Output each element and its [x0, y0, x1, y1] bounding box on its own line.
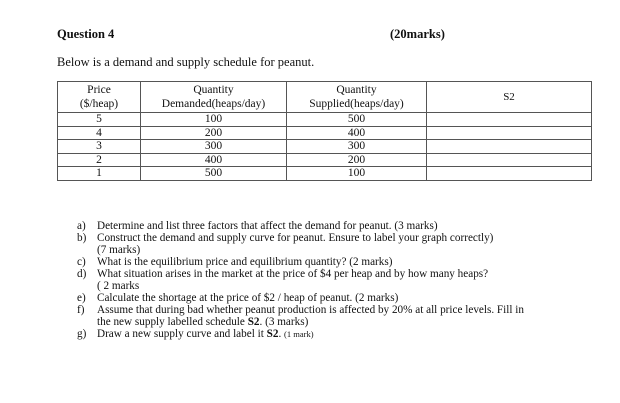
table-row	[58, 113, 592, 127]
table-header-row	[58, 82, 592, 113]
table-row	[58, 126, 592, 140]
item-text: Draw a new supply curve and label it S2. (1 mark)	[97, 328, 314, 340]
table-row	[58, 153, 592, 167]
list-item	[77, 220, 524, 232]
cell-s2[interactable]	[427, 167, 592, 181]
item-letter: e)	[77, 292, 86, 304]
header-price: Price ($/heap)	[58, 82, 141, 113]
item-letter: d)	[77, 268, 87, 280]
item-text: What is the equilibrium price and equilibrium quantity? (2 marks)	[97, 256, 393, 268]
question-marks: (20marks)	[390, 27, 445, 41]
cell-supplied: 100	[287, 167, 427, 181]
item-letter: f)	[77, 304, 85, 316]
item-letter: b)	[77, 232, 87, 244]
item-letter: a)	[77, 220, 86, 232]
list-item	[77, 292, 524, 304]
list-item	[77, 256, 524, 268]
item-letter: g)	[77, 328, 87, 340]
cell-price: 5	[58, 113, 141, 127]
cell-s2[interactable]	[427, 126, 592, 140]
item-text: Assume that during bad whether peanut production is affected by 20% at all price levels. Fill in	[97, 304, 524, 316]
header-s2: S2	[427, 82, 592, 113]
cell-s2[interactable]	[427, 140, 592, 154]
cell-supplied: 200	[287, 153, 427, 167]
header-quantity-supplied: Quantity Supplied(heaps/day)	[287, 82, 427, 113]
item-text-continued: (7 marks)	[97, 244, 141, 256]
cell-price: 2	[58, 153, 141, 167]
cell-supplied: 300	[287, 140, 427, 154]
intro-text: Below is a demand and supply schedule for peanut.	[57, 55, 315, 69]
cell-demanded: 100	[141, 113, 287, 127]
cell-price: 1	[58, 167, 141, 181]
list-item	[77, 328, 524, 340]
cell-price: 4	[58, 126, 141, 140]
question-list	[77, 220, 524, 340]
header-quantity-demanded: Quantity Demanded(heaps/day)	[141, 82, 287, 113]
cell-supplied: 400	[287, 126, 427, 140]
item-letter: c)	[77, 256, 86, 268]
cell-demanded: 200	[141, 126, 287, 140]
item-text: Determine and list three factors that affect the demand for peanut. (3 marks)	[97, 220, 438, 232]
list-item	[77, 304, 524, 328]
item-text: What situation arises in the market at the price of $4 per heap and by how many heaps?	[97, 268, 489, 280]
item-text-continued: the new supply labelled schedule S2. (3 marks)	[97, 316, 309, 328]
list-item	[77, 268, 524, 292]
cell-price: 3	[58, 140, 141, 154]
cell-s2[interactable]	[427, 113, 592, 127]
item-text-continued: ( 2 marks	[97, 280, 140, 292]
item-text: Calculate the shortage at the price of $2 / heap of peanut. (2 marks)	[97, 292, 399, 304]
question-title: Question 4	[57, 27, 115, 41]
table-row	[58, 140, 592, 154]
demand-supply-table	[57, 81, 592, 181]
list-item	[77, 232, 524, 256]
cell-demanded: 400	[141, 153, 287, 167]
cell-supplied: 500	[287, 113, 427, 127]
cell-demanded: 500	[141, 167, 287, 181]
cell-demanded: 300	[141, 140, 287, 154]
table-row	[58, 167, 592, 181]
item-text: Construct the demand and supply curve for peanut. Ensure to label your graph correctly)	[97, 232, 494, 244]
cell-s2[interactable]	[427, 153, 592, 167]
